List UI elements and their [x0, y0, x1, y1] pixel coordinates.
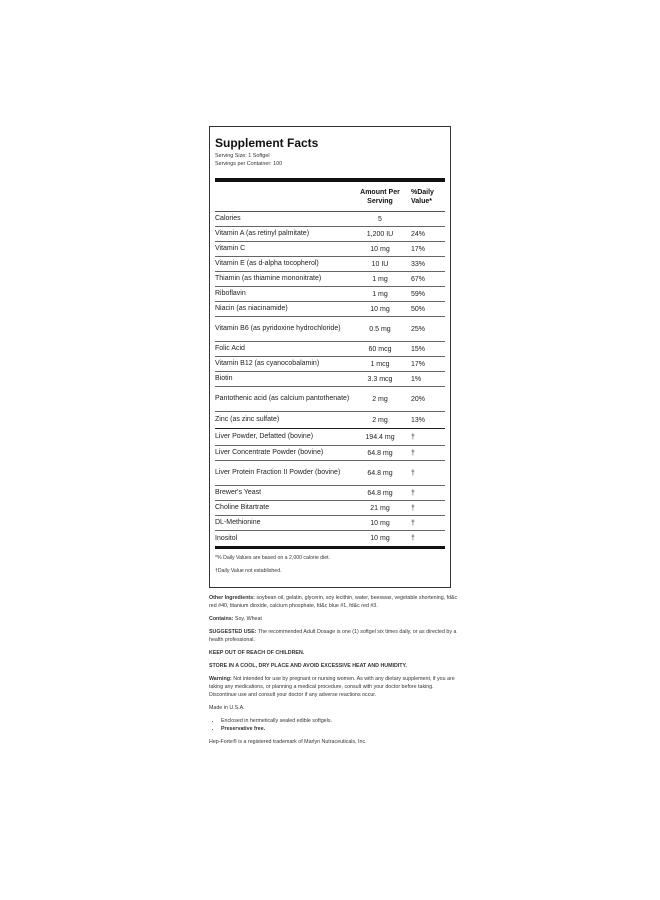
list-item: • Enclosed in hermetically sealed edible softgels.: [221, 717, 459, 725]
table-row: [215, 242, 445, 257]
table-row: [215, 501, 445, 516]
table-row: [215, 412, 445, 429]
nutrient-amount: 2 mg: [372, 416, 388, 424]
table-row: [215, 302, 445, 317]
table-row: [215, 357, 445, 372]
nutrient-name: Zinc (as zinc sulfate): [215, 416, 280, 424]
nutrient-daily-value: 17%: [411, 245, 426, 253]
nutrient-daily-value: 13%: [411, 416, 426, 424]
nutrient-amount: 64.8 mg: [367, 449, 393, 457]
table-row: [215, 342, 445, 357]
other-ingredients: Other Ingredients: soybean oil, gelatin, glycerin, soy lecithin, water, beeswax, vegetable shortening, fd&c red #40, titanium dioxide, calcium phosphate, fd&c blue #1, fd&c red #3.: [209, 595, 458, 609]
nutrient-name: Vitamin B12 (as cyanocobalamin): [215, 360, 320, 368]
nutrient-amount: 64.8 mg: [367, 469, 393, 477]
nutrient-amount: 1 mcg: [370, 360, 390, 368]
nutrient-daily-value: 1%: [411, 375, 422, 383]
nutrient-amount: 1,200 IU: [366, 230, 394, 238]
nutrient-amount: 0.5 mg: [369, 325, 391, 333]
nutrient-name: Vitamin B6 (as pyridoxine hydrochloride): [215, 325, 341, 333]
table-row: [215, 486, 445, 501]
table-row: [215, 287, 445, 302]
trademark-notice: Hep-Forte® is a registered trademark of Marlyn Nutraceuticals, Inc.: [209, 739, 367, 745]
nutrient-daily-value: †: [411, 489, 415, 497]
panel-title: Supplement Facts: [215, 136, 319, 150]
nutrient-daily-value: †: [411, 519, 415, 527]
label-text-section: [209, 594, 459, 751]
dv-header: %Daily Value*: [411, 188, 434, 205]
nutrient-daily-value: 67%: [411, 275, 426, 283]
made-in: Made in U.S.A.: [209, 705, 245, 711]
supplement-facts-panel: [209, 126, 451, 588]
footnote-daily-values: *% Daily Values are based on a 2,000 calorie diet.: [215, 555, 330, 561]
nutrient-amount: 10 mg: [370, 535, 390, 542]
footnote-not-established: †Daily Value not established.: [215, 568, 282, 574]
nutrient-name: Thiamin (as thiamine mononitrate): [215, 275, 322, 283]
nutrient-name: Liver Concentrate Powder (bovine): [215, 449, 324, 457]
nutrient-amount: 10 mg: [370, 245, 390, 253]
nutrient-name: Brewer's Yeast: [215, 489, 262, 497]
nutrient-name: Riboflavin: [215, 290, 246, 298]
nutrient-amount: 60 mcg: [368, 345, 392, 353]
serving-size: Serving Size: 1 Softgel: [215, 153, 270, 159]
keep-out-of-reach: KEEP OUT OF REACH OF CHILDREN.: [209, 650, 305, 656]
warning: Warning: Not intended for use by pregnant or nursing women. As with any dietary supplement, if you are taking any medications, or planning a medical procedure, consult with your doctor before taking. Discontinue use and consult your doctor if any adverse reactions occur.: [209, 676, 455, 698]
list-item: • Preservative free.: [221, 725, 459, 733]
nutrient-name: Calories: [215, 215, 241, 223]
table-row: [215, 531, 445, 546]
nutrient-daily-value: †: [411, 469, 415, 477]
table-row: [215, 387, 445, 412]
nutrient-daily-value: 59%: [411, 290, 426, 298]
servings-per-container: Servings per Container: 100: [215, 161, 283, 167]
table-row: [215, 212, 445, 227]
nutrient-amount: 10 IU: [371, 260, 389, 268]
nutrient-name: Choline Bitartrate: [215, 504, 270, 512]
table-row: [215, 429, 445, 446]
nutrient-amount: 5: [378, 215, 382, 223]
nutrient-name: Vitamin E (as d-alpha tocopherol): [215, 260, 319, 268]
column-header: [215, 182, 445, 212]
amount-header: Amount Per Serving: [360, 188, 400, 205]
nutrient-name: Liver Powder, Defatted (bovine): [215, 433, 314, 441]
nutrient-name: DL-Methionine: [215, 519, 261, 527]
nutrient-daily-value: 15%: [411, 345, 426, 353]
nutrient-amount: 194.4 mg: [365, 433, 395, 441]
nutrient-daily-value: 17%: [411, 360, 426, 368]
nutrient-daily-value: 25%: [411, 325, 426, 333]
table-row: [215, 446, 445, 461]
nutrient-daily-value: 20%: [411, 395, 426, 403]
nutrient-name: Niacin (as niacinamide): [215, 305, 288, 313]
nutrient-daily-value: †: [411, 449, 415, 457]
suggested-use: SUGGESTED USE: The recommended Adult Dosage is one (1) softgel six times daily, or as directed by a health professional.: [209, 629, 457, 643]
nutrient-name: Inositol: [215, 534, 238, 542]
thick-divider-bottom: [215, 546, 445, 549]
nutrient-daily-value: 24%: [411, 230, 426, 238]
contains: Contains: Soy, Wheat: [209, 616, 262, 622]
storage-instructions: STORE IN A COOL, DRY PLACE AND AVOID EXCESSIVE HEAT AND HUMIDITY.: [209, 663, 407, 669]
nutrient-name: Pantothenic acid (as calcium pantothenate): [215, 395, 350, 403]
table-row: [215, 317, 445, 342]
nutrient-amount: 1 mg: [372, 275, 388, 283]
nutrient-name: Liver Protein Fraction II Powder (bovine): [215, 469, 341, 477]
nutrient-amount: 21 mg: [370, 504, 390, 512]
feature-list: [209, 717, 459, 733]
table-row: [215, 227, 445, 242]
nutrient-amount: 64.8 mg: [367, 489, 393, 497]
nutrient-daily-value: 33%: [411, 260, 426, 268]
nutrient-amount: 10 mg: [370, 305, 390, 313]
nutrient-amount: 2 mg: [372, 395, 388, 403]
table-row: [215, 516, 445, 531]
nutrient-daily-value: 50%: [411, 305, 426, 313]
nutrient-daily-value: †: [411, 433, 415, 441]
table-row: [215, 272, 445, 287]
table-row: [215, 257, 445, 272]
nutrient-daily-value: †: [411, 535, 415, 542]
nutrient-table: [215, 212, 445, 546]
nutrient-amount: 10 mg: [370, 519, 390, 527]
nutrient-amount: 3.3 mcg: [367, 375, 393, 383]
table-row: [215, 461, 445, 486]
nutrient-name: Vitamin A (as retinyl palmitate): [215, 230, 310, 238]
nutrient-name: Vitamin C: [215, 245, 246, 253]
nutrient-name: Folic Acid: [215, 345, 245, 353]
table-row: [215, 372, 445, 387]
nutrient-name: Biotin: [215, 375, 233, 383]
nutrient-amount: 1 mg: [372, 290, 388, 298]
nutrient-daily-value: †: [411, 504, 415, 512]
